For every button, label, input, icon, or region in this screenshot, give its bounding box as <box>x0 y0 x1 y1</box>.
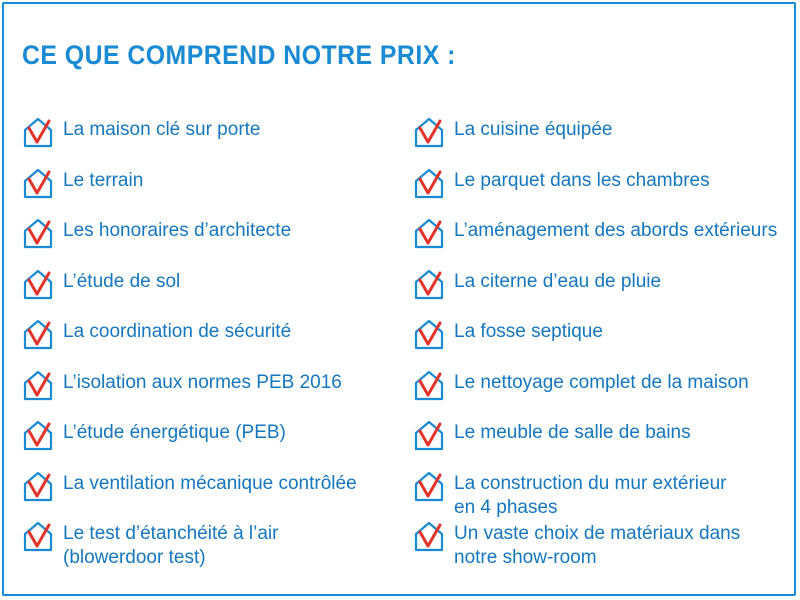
list-item-label: La ventilation mécanique contrôlée <box>63 472 357 494</box>
list-item-label: L’isolation aux normes PEB 2016 <box>63 371 342 393</box>
list-item-label: Le nettoyage complet de la maison <box>454 371 749 393</box>
list-item-label: Le terrain <box>63 169 144 191</box>
list-item-label: L’étude de sol <box>63 270 181 292</box>
list-item-label: La maison clé sur porte <box>63 119 261 140</box>
list-item-label: La cuisine équipée <box>454 119 613 140</box>
list-item-label: Le meuble de salle de bains <box>454 422 691 443</box>
list-item-label: L’étude énergétique (PEB) <box>63 422 286 443</box>
list-item-label: Le parquet dans les chambres <box>454 169 710 191</box>
list-item-label: La fosse septique <box>454 321 603 342</box>
list-item-label: La construction du mur extérieur en 4 phases <box>454 472 727 518</box>
list-item-label: Le test d’étanchéité à l’air (blowerdoor test) <box>63 523 279 568</box>
list-item-label: La coordination de sécurité <box>63 321 292 342</box>
list-item-label: La citerne d’eau de pluie <box>454 270 662 292</box>
list-item-label: Un vaste choix de matériaux dans notre show-room <box>454 523 741 568</box>
list-item-label: L’aménagement des abords extérieurs <box>454 220 778 241</box>
page-title: CE QUE COMPREND NOTRE PRIX : <box>22 40 456 70</box>
list-item-label: Les honoraires d’architecte <box>63 220 292 241</box>
